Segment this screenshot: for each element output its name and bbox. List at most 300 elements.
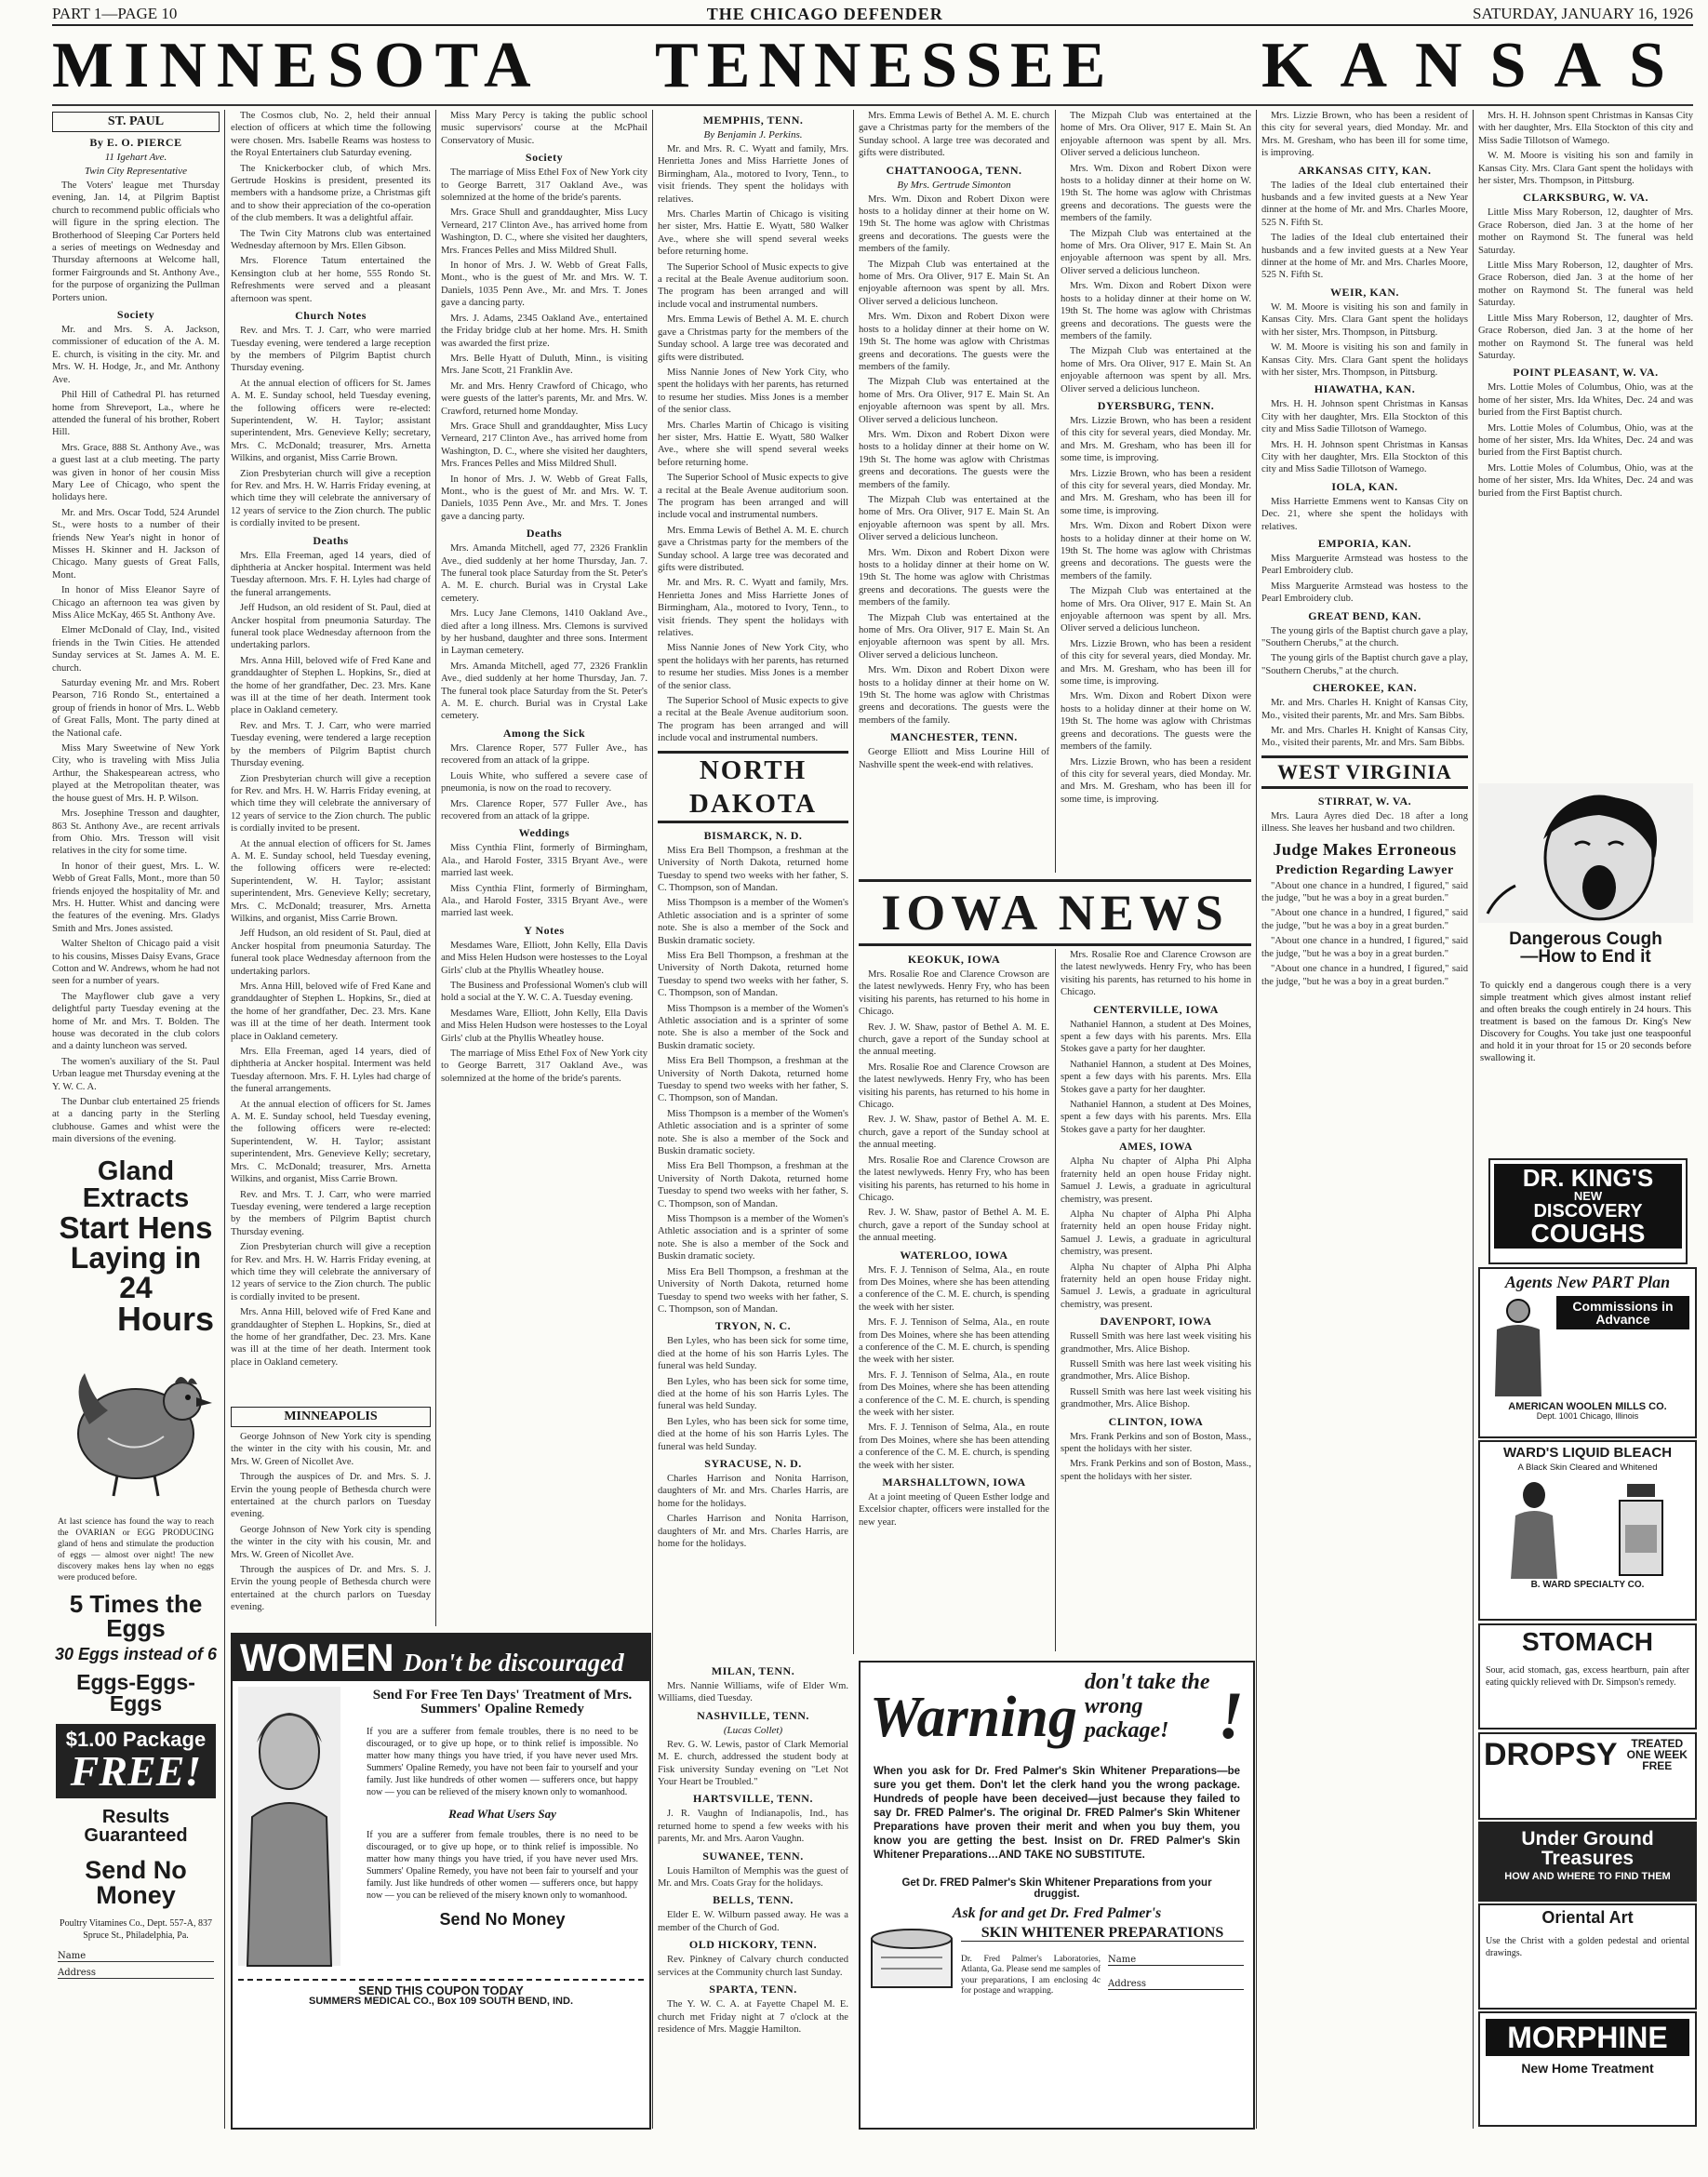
article-paragraph: The Mayflower club gave a very delightful party Tuesday evening at the home of Mr. and Mrs. T. Bolden. The house was decorated in the club colors and a dainty luncheon was served. bbox=[52, 991, 220, 1052]
chattanooga-heading: CHATTANOOGA, TENN. bbox=[886, 163, 1022, 177]
gland-ad-headline-3: Laying in 24 bbox=[70, 1241, 202, 1304]
article-paragraph: Elder E. W. Wilburn passed away. He was a member of the Church of God. bbox=[658, 1910, 848, 1933]
nashville-heading: NASHVILLE, TENN. bbox=[697, 1708, 809, 1722]
article-paragraph: Mrs. Rosalie Roe and Clarence Crowson are the latest newlyweds. Henry Fry, who has been visiting his parents, has returned to his home in Chicago. bbox=[1061, 950, 1251, 998]
article-paragraph: Mrs. Grace Shull and granddaughter, Miss Lucy Verneard, 217 Clinton Ave., has arrived home from Washington, D. C., where she visited her daughters, Mrs. Frances Pelles and Miss Mildred Shull. bbox=[441, 207, 647, 256]
women-ad-coupon[interactable] bbox=[238, 1979, 644, 2007]
article-paragraph: At the annual election of officers for St. James A. M. E. Sunday school, held Tuesday evening, the following officers were re-elected: Superintendent, W. H. Taylor; assistant superintendent, Mrs. Genevieve Kelly; secretary, Mrs. C. McDonald; treasurer, Mrs. Arnetta Wilkins, and organist, Miss Carrie Brown. bbox=[231, 1099, 431, 1185]
treasure-ad-sub: HOW AND WHERE TO FIND THEM bbox=[1504, 1871, 1671, 1882]
women-opaline-remedy-ad bbox=[231, 1633, 651, 2130]
article-paragraph: The Superior School of Music expects to give a recital at the Beale Avenue auditorium soon. The program has been arranged and will include vocal and instrumental numbers. bbox=[658, 261, 848, 310]
syracuse-heading: SYRACUSE, N. D. bbox=[704, 1456, 802, 1470]
article-paragraph: Mrs. Lizzie Brown, who has been a resident of this city for several years, died Monday. Mr. and Mrs. M. Gresham, who has been ill for some time, is improving. bbox=[1061, 468, 1251, 516]
warning-ad-product: SKIN WHITENER PREPARATIONS bbox=[961, 1926, 1244, 1942]
article-paragraph: Mrs. Florence Tatum entertained the Kensington club at her home, 555 Rondo St. Refreshments were served and a pleasant afternoon was spent. bbox=[231, 256, 431, 304]
warning-ad-title-2: don't take the bbox=[1084, 1670, 1210, 1694]
article-paragraph: The young girls of the Baptist church gave a play, "Southern Cherubs," at the church. bbox=[1261, 625, 1468, 648]
article-paragraph: Mrs. Josephine Tresson and daughter, 863 St. Anthony Ave., are recent arrivals from Ohio. Mrs. Tresson will visit relatives in the city for some time. bbox=[52, 808, 220, 857]
article-paragraph: Mrs. F. J. Tennison of Selma, Ala., en route from Des Moines, where she has been attending a conference of the C. M. E. church, is spending the week with her sister. bbox=[859, 1317, 1049, 1366]
column-iowa-left bbox=[859, 949, 1049, 1651]
iola-heading: IOLA, KAN. bbox=[1331, 479, 1398, 493]
article-paragraph: Mrs. Ella Freeman, aged 14 years, died of diphtheria at Ancker hospital. Interment was held Tuesday afternoon. Mrs. F. H. Lyles had charge of the funeral arrangements. bbox=[231, 550, 431, 598]
article-paragraph: The Mizpah Club was entertained at the home of Mrs. Ora Oliver, 917 E. Main St. An enjoyable afternoon was spent by all. Mrs. Oliver served a delicious luncheon. bbox=[1061, 586, 1251, 634]
article-paragraph: Mrs. Lizzie Brown, who has been a resident of this city for several years, died Monday. Mr. and Mrs. M. Gresham, who has been ill for some time, is improving. bbox=[1061, 415, 1251, 464]
article-paragraph: The marriage of Miss Ethel Fox of New York city to George Barrett, 317 Oakland Ave., was solemnized at the home of the bride's parents. bbox=[441, 1048, 647, 1084]
man-in-suit-icon bbox=[1486, 1296, 1551, 1398]
memphis-byline: By Benjamin J. Perkins. bbox=[703, 129, 803, 140]
women-ad-body: If you are a sufferer from female troubles, there is no need to be discouraged, or to give up hope, or to think relief is impossible. No matter how many things you have tried, if you have never used Mrs. Summers' Opaline Remedy, you have not been fair to yourself and your family. Just like hundreds of other women — sufferers once, but happy now — you can be relieved of the misery known only to womanhood. bbox=[367, 1727, 638, 1797]
article-paragraph: Mrs. H. H. Johnson spent Christmas in Kansas City with her daughter, Mrs. Ella Stockton of this city and Miss Sadie Tillotson of Wamego. bbox=[1261, 399, 1468, 435]
gland-ad-send-no-money: Send No Money bbox=[85, 1856, 187, 1909]
article-paragraph: Miss Mary Sweetwine of New York City, who is traveling with Miss Julia Arthur, the Shakespearean actress, who played at the Metropolitan theater, was the house guest of Mrs. H. P. Wilson. bbox=[52, 743, 220, 804]
gland-ad-headline-4: Hours bbox=[116, 1300, 214, 1338]
article-paragraph: Mrs. Anna Hill, beloved wife of Fred Kane and granddaughter of Stephen L. Hopkins, Sr., died at the home of her grandfather, Dec. 23. Mrs. Kane was ill at the time of her death. Interment took place in Oakland cemetery. bbox=[231, 982, 431, 1042]
article-paragraph: Louis White, who suffered a severe case of pneumonia, is now on the road to recovery. bbox=[441, 770, 647, 795]
article-paragraph: Zion Presbyterian church will give a reception for Rev. and Mrs. H. W. Harris Friday evening, at which time they will celebrate the anniversary of 12 years of service to the Zion church. The public is cordially invited to be present. bbox=[231, 1242, 431, 1302]
article-paragraph: Mrs. Belle Hyatt of Duluth, Minn., is visiting Mrs. Jane Scott, 21 Franklin Ave. bbox=[441, 353, 647, 377]
clarksburg-heading: CLARKSBURG, W. VA. bbox=[1523, 191, 1648, 205]
gland-extracts-ad bbox=[52, 1158, 220, 2126]
tryon-heading: TRYON, N. C. bbox=[714, 1319, 792, 1333]
dr-kings-brand-4: COUGHS bbox=[1530, 1219, 1646, 1248]
article-paragraph: The Dunbar club entertained 25 friends at a dancing party in the Sterling clubhouse. Games and whist were the main diversions of the evening. bbox=[52, 1097, 220, 1145]
article-paragraph: The Cosmos club, No. 2, held their annual election of officers at which time the following were chosen. Mrs. Isabelle Reams was hostess to the Royal Entertainers club Saturday evening. bbox=[231, 111, 431, 159]
underground-treasures-ad bbox=[1478, 1822, 1697, 1902]
article-paragraph: Rev. and Mrs. T. J. Carr, who were married Tuesday evening, were tendered a large reception by the members of Pilgrim Baptist church Thursday evening. bbox=[231, 720, 431, 769]
cough-ad-title-2: —How to End it bbox=[1520, 947, 1651, 967]
banner-minnesota: MINNESOTA bbox=[52, 30, 541, 101]
gland-ad-free: FREE! bbox=[70, 1747, 202, 1795]
article-paragraph: Zion Presbyterian church will give a reception for Rev. and Mrs. H. W. Harris Friday evening, at which time they will celebrate the anniversary of 12 years of service to the Zion church. The public is cordially invited to be present. bbox=[231, 468, 431, 529]
column-rule bbox=[652, 110, 653, 2129]
manchester-heading: MANCHESTER, TENN. bbox=[890, 730, 1018, 744]
article-paragraph: Mrs. Lottie Moles of Columbus, Ohio, was at the home of her sister, Mrs. Ida Whites, Dec. 24 and was buried from the First Baptist church. bbox=[1478, 422, 1693, 459]
among-sick-heading: Among the Sick bbox=[502, 726, 586, 740]
article-paragraph: Mesdames Ware, Elliott, John Kelly, Ella Davis and Miss Helen Hudson were hostesses to the Loyal Girls' club at the Phyllis Wheatley house. bbox=[441, 1008, 647, 1044]
article-paragraph: Mrs. Lizzie Brown, who has been a resident of this city for several years, died Monday. Mr. and Mrs. M. Gresham, who has been ill for some time, is improving. bbox=[1061, 638, 1251, 688]
stirrat-heading: STIRRAT, W. VA. bbox=[1317, 794, 1412, 808]
article-paragraph: Mrs. Wm. Dixon and Robert Dixon were hosts to a holiday dinner at their home on W. 19th St. The home was aglow with Christmas greens and decorations. The guests were the members of the family. bbox=[859, 429, 1049, 490]
dr-kings-brand-3: DISCOVERY bbox=[1533, 1201, 1643, 1222]
article-paragraph: Mrs. Wm. Dixon and Robert Dixon were hosts to a holiday dinner at their home on W. 19th St. The home was aglow with Christmas greens and decorations. The guests were the members of the family. bbox=[1061, 163, 1251, 224]
article-paragraph: In honor of Mrs. J. W. Webb of Great Falls, Mont., who is the guest of Mr. and Mrs. W. T. Daniels, 1035 Penn Ave., Mr. and Mrs. T. Jones gave a dancing party. bbox=[441, 474, 647, 522]
article-paragraph: Mrs. Rosalie Roe and Clarence Crowson are the latest newlyweds. Henry Fry, who has been visiting his parents, has returned to his home in Chicago. bbox=[859, 1155, 1049, 1203]
article-paragraph: Alpha Nu chapter of Alpha Phi Alpha fraternity held an open house Friday night. Samuel J. Lewis, a graduate in agricultural chemistry, was present. bbox=[1061, 1156, 1251, 1205]
article-paragraph: Louis Hamilton of Memphis was the guest of Mr. and Mrs. Coats Gray for the holidays. bbox=[658, 1865, 848, 1890]
article-paragraph: W. M. Moore is visiting his son and family in Kansas City. Mrs. Clara Gant spent the holidays with her sister, Mrs. Thompson, in Pittsburg. bbox=[1261, 301, 1468, 338]
centerville-heading: CENTERVILLE, IOWA bbox=[1093, 1002, 1219, 1016]
article-paragraph: Mrs. Wm. Dixon and Robert Dixon were hosts to a holiday dinner at their home on W. 19th St. The home was aglow with Christmas greens and decorations. The guests were the members of the family. bbox=[859, 194, 1049, 255]
article-paragraph: Rev. and Mrs. T. J. Carr, who were married Tuesday evening, were tendered a large reception by the members of Pilgrim Baptist church Thursday evening. bbox=[231, 1189, 431, 1237]
page-part: PART 1—PAGE 10 bbox=[52, 5, 178, 22]
article-paragraph: Mrs. Anna Hill, beloved wife of Fred Kane and granddaughter of Stephen L. Hopkins, Sr., died at the home of her grandfather, Dec. 23. Mrs. Kane was ill at the time of her death. Interment took place in Oakland cemetery. bbox=[231, 655, 431, 716]
morphine-ad-title: MORPHINE bbox=[1507, 2021, 1668, 2054]
article-paragraph: Mrs. Clarence Roper, 577 Fuller Ave., has recovered from an attack of la grippe. bbox=[441, 742, 647, 767]
column-rule bbox=[1256, 110, 1257, 2129]
women-ad-headline-2: Don't be discouraged bbox=[403, 1649, 624, 1676]
article-paragraph: Mrs. Grace, 888 St. Anthony Ave., was a guest last at a club meeting. The party was given in honor of her cousin Miss Mary Lee of Chicago, who spent the holidays here. bbox=[52, 442, 220, 503]
article-paragraph: Mrs. F. J. Tennison of Selma, Ala., en route from Des Moines, where she has been attending a conference of the C. M. E. church, is spending the week with her sister. bbox=[859, 1369, 1049, 1418]
st-paul-subtitle: Twin City Representative bbox=[85, 166, 187, 177]
article-paragraph: Walter Shelton of Chicago paid a visit to his cousins, Misses Daisy Evans, Grace Cotton and W. Andrews, whom he had not seen for a number of years. bbox=[52, 939, 220, 987]
article-paragraph: Mrs. Lizzie Brown, who has been a resident of this city for several years, died Monday. Mr. and Mrs. M. Gresham, who has been ill for some time, is improving. bbox=[1261, 111, 1468, 159]
article-paragraph: The Superior School of Music expects to give a recital at the Beale Avenue auditorium soon. The program has been arranged and will include vocal and instrumental numbers. bbox=[658, 473, 848, 521]
article-paragraph: Mr. and Mrs. Charles H. Knight of Kansas City, Mo., visited their parents, Mr. and Mrs. Sam Bibbs. bbox=[1261, 726, 1468, 749]
article-paragraph: At the annual election of officers for St. James A. M. E. Sunday school, held Tuesday evening, the following officers were re-elected: Superintendent, W. H. Taylor; assistant superintendent, Mrs. Genevieve Kelly; secretary, Mrs. C. McDonald; treasurer, Mrs. Arnetta Wilkins, and organist, Miss Carrie Brown. bbox=[231, 378, 431, 464]
article-paragraph: Charles Harrison and Nonita Harrison, daughters of Mr. and Mrs. Charles Harris, are home for the holidays. bbox=[658, 1473, 848, 1509]
women-ad-portrait-column bbox=[233, 1681, 355, 1975]
article-paragraph: Mrs. Ella Freeman, aged 14 years, died of diphtheria at Ancker hospital. Interment was held Tuesday afternoon. Mrs. F. H. Lyles had charge of the funeral arrangements. bbox=[231, 1047, 431, 1095]
keokuk-heading: KEOKUK, IOWA bbox=[907, 953, 1001, 966]
article-paragraph: Mrs. F. J. Tennison of Selma, Ala., en route from Des Moines, where she has been attending a conference of the C. M. E. church, is spending the week with her sister. bbox=[859, 1264, 1049, 1313]
women-ad-read-users: Read What Users Say bbox=[448, 1807, 556, 1821]
exclamation-icon: ! bbox=[1217, 1678, 1244, 1753]
article-paragraph: Mrs. Wm. Dixon and Robert Dixon were hosts to a holiday dinner at their home on W. 19th St. The home was aglow with Christmas greens and decorations. The guests were the members of the family. bbox=[1061, 521, 1251, 581]
article-paragraph: Ben Lyles, who has been sick for some time, died at the home of his son Harris Lyles. The funeral was held Sunday. bbox=[658, 1336, 848, 1372]
society-heading: Society bbox=[525, 151, 564, 165]
bleach-ad-tag: A Black Skin Cleared and Whitened bbox=[1517, 1462, 1658, 1473]
bleach-bottle-icon bbox=[1608, 1478, 1674, 1581]
article-paragraph: Mrs. Clarence Roper, 577 Fuller Ave., has recovered from an attack of la grippe. bbox=[441, 798, 647, 821]
article-paragraph: The ladies of the Ideal club entertained their husbands and a few invited guests at a New Year dinner at the home of Mr. and Mrs. Charles Moore, 525 N. Fifth St. bbox=[1261, 180, 1468, 228]
column-rule bbox=[1055, 110, 1056, 873]
west-virginia-banner: WEST VIRGINIA bbox=[1261, 755, 1468, 789]
article-paragraph: At the annual election of officers for St. James A. M. E. Sunday school, held Tuesday evening, the following officers were re-elected: Superintendent, W. H. Taylor; assistant superintendent, Mrs. Genevieve Kelly; secretary, Mrs. C. McDonald; treasurer, Mrs. Arnetta Wilkins, and organist, Miss Carrie Brown. bbox=[231, 838, 431, 924]
article-paragraph: Through the auspices of Dr. and Mrs. S. J. Ervin the young people of Bethesda church were entertained at the church parlors on Tuesday evening. bbox=[231, 1472, 431, 1520]
gland-ad-times: 5 Times the Eggs bbox=[69, 1590, 203, 1642]
article-paragraph: George Johnson of New York city is spending the winter in the city with his cousin, Mr. and Mrs. W. Green of Nicollet Ave. bbox=[231, 1524, 431, 1560]
dyersburg-heading: DYERSBURG, TENN. bbox=[1097, 398, 1215, 412]
article-paragraph: Mrs. Laura Ayres died Dec. 18 after a long illness. She leaves her husband and two children. bbox=[1261, 810, 1468, 835]
column-st-paul bbox=[52, 110, 220, 1152]
bleach-ad-title: WARD'S LIQUID BLEACH bbox=[1502, 1445, 1673, 1461]
st-paul-address: 11 Igehart Ave. bbox=[104, 152, 167, 163]
article-paragraph: Little Miss Mary Roberson, 12, daughter of Mrs. Grace Roberson, died Jan. 3 at the home of her mother on Raymond St. The funeral was held Saturday. bbox=[1478, 313, 1693, 361]
bleach-ad-company: B. WARD SPECIALTY CO. bbox=[1530, 1579, 1645, 1590]
judge-headline: Judge Makes Erroneous bbox=[1273, 839, 1457, 859]
article-paragraph: Ben Lyles, who has been sick for some time, died at the home of his son Harris Lyles. The funeral was held Sunday. bbox=[658, 1376, 848, 1412]
article-paragraph: Miss Era Bell Thompson, a freshman at the University of North Dakota, returned home Tuesday to spend two weeks with her father, S. C. Thompson, son of Mandan. bbox=[658, 950, 848, 999]
warning-ad-address-field[interactable]: Address bbox=[1108, 1979, 1244, 1990]
column-west-virginia bbox=[1478, 110, 1693, 780]
minneapolis-heading: MINNEAPOLIS bbox=[231, 1407, 431, 1427]
article-paragraph: In honor of their guest, Mrs. L. W. Webb of Great Falls, Mont., more than 50 friends enjoyed the hospitality of Mr. and Mrs. H. Hutter. Whist and dancing were the features of the evening. Mrs. Gladys Smith and Mrs. Jones assisted. bbox=[52, 861, 220, 934]
women-ad-send-no-money: Send No Money bbox=[439, 1910, 566, 1929]
waterloo-heading: WATERLOO, IOWA bbox=[900, 1248, 1008, 1262]
article-paragraph: Mrs. Grace Shull and granddaughter, Miss Lucy Verneard, 217 Clinton Ave., has arrived home from Washington, D. C., where she visited her daughters, Mrs. Frances Pelles and Miss Mildred Shull. bbox=[441, 421, 647, 470]
article-paragraph: Mr. and Mrs. S. A. Jackson, commissioner of education of the A. M. E. church, is visiting in the city. Mr. and Mrs. W. H. Hodge, Jr., and Mr. Anthony Ave. bbox=[52, 325, 220, 385]
article-paragraph: The Mizpah Club was entertained at the home of Mrs. Ora Oliver, 917 E. Main St. An enjoyable afternoon was spent by all. Mrs. Oliver served a delicious luncheon. bbox=[859, 612, 1049, 661]
column-minneapolis bbox=[231, 1405, 431, 1628]
article-paragraph: Rev. G. W. Lewis, pastor of Clark Memorial M. E. church, addressed the student body at Fisk university Sunday evening on "Let Not Your Heart be Troubled." bbox=[658, 1739, 848, 1788]
article-paragraph: Miss Thompson is a member of the Women's Athletic association and is a sprinter of some note. She is also a member of the Sock and Buskin dramatic society. bbox=[658, 1214, 848, 1262]
sparta-heading: SPARTA, TENN. bbox=[709, 1983, 797, 1997]
banner-rule bbox=[52, 104, 1693, 106]
article-paragraph: Mr. and Mrs. Henry Crawford of Chicago, who were guests of the latter's parents, Mr. and Mrs. W. Crawford, returned home Monday. bbox=[441, 381, 647, 417]
article-paragraph: Alpha Nu chapter of Alpha Phi Alpha fraternity held an open house Friday night. Samuel J. Lewis, a graduate in agricultural chemistry, was present. bbox=[1061, 1262, 1251, 1310]
article-paragraph: Miss Thompson is a member of the Women's Athletic association and is a sprinter of some note. She is also a member of the Sock and Buskin dramatic society. bbox=[658, 1108, 848, 1157]
gland-ad-package: $1.00 Package bbox=[65, 1728, 207, 1751]
coughing-woman-illustration-icon bbox=[1478, 783, 1693, 923]
article-paragraph: Nathaniel Hannon, a student at Des Moines, spent a few days with his parents. Mrs. Ella Stokes gave a party for her daughter. bbox=[1061, 1100, 1251, 1135]
article-paragraph: The Voters' league met Thursday evening, Jan. 14, at Pilgrim Baptist church to recommend public officials who will figure in the spring election. The Brotherhood of Sleeping Car Porters held a series of meetings on Wednesday and Thursday afternoons at Welcome hall, former Fairgrounds and St. Anthony Ave., for the purpose of organizing the Pullman Porters union. bbox=[52, 180, 220, 303]
milan-heading: MILAN, TENN. bbox=[711, 1664, 795, 1677]
article-paragraph: Mrs. Lucy Jane Clemons, 1410 Oakland Ave., died after a long illness. Mrs. Clemons is survived by her husband, daughter and three sons. Interment in Layman cemetery. bbox=[441, 608, 647, 657]
old-hickory-heading: OLD HICKORY, TENN. bbox=[688, 1938, 818, 1952]
ames-heading: AMES, IOWA bbox=[1118, 1140, 1193, 1154]
agents-ad-commission-text: Commissions in Advance bbox=[1572, 1299, 1674, 1327]
gland-ad-body: At last science has found the way to reach the OVARIAN or EGG PRODUCING gland of hens and stimulate the production of eggs — almost over night! The new discovery makes hens lay when no eggs were produced before. bbox=[58, 1516, 214, 1583]
agents-ad-title: Agents New PART Plan bbox=[1504, 1273, 1671, 1291]
article-paragraph: The Mizpah Club was entertained at the home of Mrs. Ora Oliver, 917 E. Main St. An enjoyable afternoon was spent by all. Mrs. Oliver served a delicious luncheon. bbox=[1061, 111, 1251, 159]
column-rule bbox=[1473, 110, 1474, 2129]
suwanee-heading: SUWANEE, TENN. bbox=[702, 1849, 804, 1863]
article-paragraph: Mr. and Mrs. Oscar Todd, 524 Arundel St., were hosts to a number of their friends New Year's night in honor of Misses H. Skinner and H. Jackson of Chicago. Many guests of Great Falls, Mont. bbox=[52, 507, 220, 581]
deaths-heading: Deaths bbox=[526, 527, 563, 541]
article-paragraph: Through the auspices of Dr. and Mrs. S. J. Ervin the young people of Bethesda church were entertained at the church parlors on Tuesday evening. bbox=[231, 1565, 431, 1613]
oriental-ad-body: Use the Christ with a golden pedestal and oriental drawings. bbox=[1486, 1936, 1689, 1958]
article-paragraph: Nathaniel Hannon, a student at Des Moines, spent a few days with his parents. Mrs. Ella Stokes gave a party for her daughter. bbox=[1061, 1019, 1251, 1055]
article-paragraph: The Mizpah Club was entertained at the home of Mrs. Ora Oliver, 917 E. Main St. An enjoyable afternoon was spent by all. Mrs. Oliver served a delicious luncheon. bbox=[859, 377, 1049, 425]
deaths-heading: Deaths bbox=[313, 533, 349, 547]
publication-name: THE CHICAGO DEFENDER bbox=[706, 4, 943, 23]
article-paragraph: Mrs. Wm. Dixon and Robert Dixon were hosts to a holiday dinner at their home on W. 19th St. The home was aglow with Christmas greens and decorations. The guests were the members of the family. bbox=[859, 547, 1049, 608]
article-paragraph: Rev. J. W. Shaw, pastor of Bethel A. M. E. church, gave a report of the Sunday school at the annual meeting. bbox=[859, 1115, 1049, 1151]
article-paragraph: The marriage of Miss Ethel Fox of New York city to George Barrett, 317 Oakland Ave., was solemnized at the home of the bride's parents. bbox=[441, 167, 647, 204]
women-ad-offer: Send For Free Ten Days' Treatment of Mrs. Summers' Opaline Remedy bbox=[372, 1688, 633, 1716]
article-paragraph: Miss Harriette Emmens went to Kansas City on Dec. 21, where she spent the holidays with relatives. bbox=[1261, 496, 1468, 532]
cough-ad-title: Dangerous Cough bbox=[1509, 929, 1662, 949]
iowa-news-banner: IOWA NEWS bbox=[859, 879, 1251, 946]
agents-woolen-mills-ad bbox=[1478, 1267, 1697, 1438]
article-paragraph: The Mizpah Club was entertained at the home of Mrs. Ora Oliver, 917 E. Main St. An enjoyable afternoon was spent by all. Mrs. Oliver served a delicious luncheon. bbox=[859, 259, 1049, 307]
women-ad-body-2: If you are a sufferer from female troubles, there is no need to be discouraged, or to give up hope, or to think relief is impossible. No matter how many things you have tried, if you have never used Mrs. Summers' Opaline Remedy, you have not been fair to yourself and your family. Just like hundreds of other women — sufferers once, but happy now — you can be relieved of the misery known only to womanhood. bbox=[367, 1830, 638, 1901]
article-paragraph: Saturday evening Mr. and Mrs. Robert Pearson, 716 Rondo St., entertained a group of friends in honor of Mrs. L. Webb of Great Falls, Mont. The party dined at the National cafe. bbox=[52, 678, 220, 739]
gland-ad-company: Poultry Vitamines Co., Dept. 557-A, 837 Spruce St., Philadelphia, Pa. bbox=[60, 1918, 212, 1941]
hartsville-heading: HARTSVILLE, TENN. bbox=[693, 1792, 813, 1806]
article-paragraph: The women's auxiliary of the St. Paul Urban league met Thursday evening at the Y. W. C. A. bbox=[52, 1056, 220, 1092]
agents-ad-commission bbox=[1556, 1296, 1689, 1329]
article-paragraph: Mrs. Wm. Dixon and Robert Dixon were hosts to a holiday dinner at their home on W. 19th St. The home was aglow with Christmas greens and decorations. The guests were the members of the family. bbox=[1061, 281, 1251, 341]
agents-ad-company: AMERICAN WOOLEN MILLS CO. bbox=[1508, 1401, 1667, 1412]
article-paragraph: Jeff Hudson, an old resident of St. Paul, died at Ancker hospital from pneumonia Saturday. The funeral took place Wednesday afternoon from the undertaking parlors. bbox=[231, 928, 431, 977]
dr-kings-logo bbox=[1494, 1164, 1682, 1249]
article-paragraph: Rev. and Mrs. T. J. Carr, who were married Tuesday evening, were tendered a large reception by the members of Pilgrim Baptist church Thursday evening. bbox=[231, 326, 431, 374]
article-paragraph: "About one chance in a hundred, I figured," said the judge, "but he was a boy in a great burden." bbox=[1261, 880, 1468, 904]
article-paragraph: Elmer McDonald of Clay, Ind., visited friends in the Twin Cities. He attended Sunday services at St. James A. M. E. church. bbox=[52, 625, 220, 674]
article-paragraph: Alpha Nu chapter of Alpha Phi Alpha fraternity held an open house Friday night. Samuel J. Lewis, a graduate in agricultural chemistry, was present. bbox=[1061, 1209, 1251, 1258]
agents-ad-city: Dept. 1001 Chicago, Illinois bbox=[1536, 1411, 1639, 1421]
wards-liquid-bleach-ad bbox=[1478, 1440, 1697, 1621]
article-paragraph: Miss Mary Percy is taking the public school music supervisors' course at the McPhail Conservatory of Music. bbox=[441, 111, 647, 146]
marshalltown-heading: MARSHALLTOWN, IOWA bbox=[882, 1476, 1026, 1489]
article-paragraph: Mrs. Lottie Moles of Columbus, Ohio, was at the home of her sister, Mrs. Ida Whites, Dec. 24 and was buried from the First Baptist church. bbox=[1478, 382, 1693, 419]
column-rule bbox=[435, 110, 436, 1626]
article-paragraph: The Mizpah Club was entertained at the home of Mrs. Ora Oliver, 917 E. Main St. An enjoyable afternoon was spent by all. Mrs. Oliver served a delicious luncheon. bbox=[1061, 228, 1251, 276]
article-paragraph: Mrs. Amanda Mitchell, aged 77, 2326 Franklin Ave., died suddenly at her home Thursday, Jan. 7. The funeral took place Saturday from the St. Peter's A. M. E. church. Burial was in Crystal Lake cemetery. bbox=[441, 543, 647, 604]
article-paragraph: W. M. Moore is visiting his son and family in Kansas City. Mrs. Clara Gant spent the holidays with her sister, Mrs. Thompson, in Pittsburg. bbox=[1261, 342, 1468, 378]
stomach-ad-title: STOMACH bbox=[1521, 1627, 1654, 1656]
banner-tennessee: TENNESSEE bbox=[655, 30, 1114, 101]
stomach-ad-body: Sour, acid stomach, gas, excess heartburn, pain after eating quickly relieved with Dr. Simpson's remedy. bbox=[1486, 1665, 1689, 1688]
column-rule bbox=[853, 110, 854, 1654]
weddings-heading: Weddings bbox=[518, 826, 570, 840]
article-paragraph: Mrs. Anna Hill, beloved wife of Fred Kane and granddaughter of Stephen L. Hopkins, Sr., died at the home of her grandfather, Dec. 23. Mrs. Kane was ill at the time of her death. Interment took place in Oakland cemetery. bbox=[231, 1307, 431, 1368]
article-paragraph: Mrs. Emma Lewis of Bethel A. M. E. church gave a Christmas party for the members of the Sunday school. A large tree was decorated and gifts were distributed. bbox=[859, 111, 1049, 159]
article-paragraph: Mrs. Emma Lewis of Bethel A. M. E. church gave a Christmas party for the members of the Sunday school. A large tree was decorated and gifts were distributed. bbox=[658, 314, 848, 363]
article-paragraph: Mrs. H. H. Johnson spent Christmas in Kansas City with her daughter, Mrs. Ella Stockton of this city and Miss Sadie Tillotson of Wamego. bbox=[1478, 111, 1693, 146]
article-paragraph: At a joint meeting of Queen Esther lodge and Excelsior chapter, officers were installed for the new year. bbox=[859, 1492, 1049, 1528]
article-paragraph: In honor of Miss Eleanor Sayre of Chicago an afternoon tea was given by Miss Alice McKay, 465 St. Anthony Ave. bbox=[52, 585, 220, 621]
dropsy-ad bbox=[1478, 1732, 1697, 1820]
chattanooga-byline: By Mrs. Gertrude Simonton bbox=[897, 179, 1011, 191]
article-paragraph: Miss Era Bell Thompson, a freshman at the University of North Dakota, returned home Tuesday to spend two weeks with her father, S. C. Thompson, son of Mandan. bbox=[658, 845, 848, 893]
warning-ad-lab: Dr. Fred Palmer's Laboratories, Atlanta, Ga. Please send me samples of your preparations, I am enclosing 4c for postage and wrapping. bbox=[961, 1954, 1101, 1996]
column-kansas bbox=[1261, 110, 1468, 1933]
article-paragraph: Russell Smith was here last week visiting his grandmother, Mrs. Alice Bishop. bbox=[1061, 1358, 1251, 1382]
hen-illustration-icon bbox=[52, 1336, 220, 1503]
warning-ad-body: When you ask for Dr. Fred Palmer's Skin Whitener Preparations—be sure you get them. Don't let the clerk hand you the wrong package. Hundreds of people have been deceived—just because they failed to say Dr. FRED Palmer's. The original Dr. FRED Palmer's Skin Whitener Preparations have proven their merit and when you buy them, you know you are getting the best. Insist on Dr. FRED Palmer's Skin Whitener Preparations…AND TAKE NO SUBSTITUTE. bbox=[874, 1765, 1240, 1861]
article-paragraph: In honor of Mrs. J. W. Webb of Great Falls, Mont., who is the guest of Mr. and Mrs. W. T. Daniels, 1035 Penn Ave., Mr. and Mrs. T. Jones gave a dancing party. bbox=[441, 260, 647, 309]
gland-ad-name-field[interactable]: Name bbox=[58, 1951, 214, 1962]
bismarck-heading: BISMARCK, N. D. bbox=[703, 828, 803, 842]
article-paragraph: Rev. Pinkney of Calvary church conducted services at the Community church last Sunday. bbox=[658, 1955, 848, 1978]
article-paragraph: The Mizpah Club was entertained at the home of Mrs. Ora Oliver, 917 E. Main St. An enjoyable afternoon was spent by all. Mrs. Oliver served a delicious luncheon. bbox=[1061, 346, 1251, 394]
judge-headline-2: Prediction Regarding Lawyer bbox=[1275, 862, 1454, 877]
article-paragraph: Rev. J. W. Shaw, pastor of Bethel A. M. E. church, gave a report of the Sunday school at the annual meeting. bbox=[859, 1022, 1049, 1058]
dropsy-ad-sub: TREATED ONE WEEK FREE bbox=[1626, 1737, 1688, 1772]
gland-ad-30-eggs: 30 Eggs instead of 6 bbox=[54, 1645, 218, 1663]
column-church-notes bbox=[231, 110, 431, 1398]
article-paragraph: Charles Harrison and Nonita Harrison, daughters of Mr. and Mrs. Charles Harris, are home for the holidays. bbox=[658, 1514, 848, 1549]
article-paragraph: Nathaniel Hannon, a student at Des Moines, spent a few days with his parents. Mrs. Ella Stokes gave a party for her daughter. bbox=[1061, 1059, 1251, 1095]
gland-ad-headline-1: Gland Extracts bbox=[82, 1156, 190, 1213]
column-tennessee-lower bbox=[658, 1661, 848, 2126]
y-notes-heading: Y Notes bbox=[524, 923, 565, 937]
warning-ad-name-field[interactable]: Name bbox=[1108, 1955, 1244, 1966]
morphine-ad-sub: New Home Treatment bbox=[1521, 2061, 1654, 2076]
article-paragraph: Mesdames Ware, Elliott, John Kelly, Ella Davis and Miss Helen Hudson were hostesses to the Loyal Girls' club at the Phyllis Wheatley house. bbox=[441, 940, 647, 976]
article-paragraph: George Elliott and Miss Lourine Hill of Nashville spent the week-end with relatives. bbox=[859, 747, 1049, 770]
women-ad-banner bbox=[233, 1635, 649, 1681]
article-paragraph: Mrs. Charles Martin of Chicago is visiting her sister, Mrs. Hattie E. Wyatt, 580 Walker Ave., where she will spend several weeks before returning home. bbox=[658, 420, 848, 468]
article-paragraph: Miss Era Bell Thompson, a freshman at the University of North Dakota, returned home Tuesday to spend two weeks with her father, S. C. Thompson, son of Mandan. bbox=[658, 1161, 848, 1209]
warning-ad-ask: Ask for and get Dr. Fred Palmer's bbox=[952, 1905, 1162, 1921]
article-paragraph: Ben Lyles, who has been sick for some time, died at the home of his son Harris Lyles. The funeral was held Sunday. bbox=[658, 1416, 848, 1452]
article-paragraph: Miss Thompson is a member of the Women's Athletic association and is a sprinter of some note. She is also a member of the Sock and Buskin dramatic society. bbox=[658, 1003, 848, 1051]
cherokee-heading: CHEROKEE, KAN. bbox=[1312, 681, 1417, 695]
st-paul-heading: ST. PAUL bbox=[52, 112, 220, 132]
article-paragraph: Mrs. Lottie Moles of Columbus, Ohio, was at the home of her sister, Mrs. Ida Whites, Dec. 24 and was buried from the First Baptist church. bbox=[1478, 462, 1693, 499]
church-notes-heading: Church Notes bbox=[295, 309, 367, 323]
article-paragraph: Mrs. Emma Lewis of Bethel A. M. E. church gave a Christmas party for the members of the Sunday school. A large tree was decorated and gifts were distributed. bbox=[658, 525, 848, 573]
article-paragraph: Rev. J. W. Shaw, pastor of Bethel A. M. E. church, gave a report of the Sunday school at the annual meeting. bbox=[859, 1208, 1049, 1244]
article-paragraph: Miss Era Bell Thompson, a freshman at the University of North Dakota, returned home Tuesday to spend two weeks with her father, S. C. Thompson, son of Mandan. bbox=[658, 1266, 848, 1315]
article-paragraph: Miss Nannie Jones of New York City, who spent the holidays with her parents, has returned to resume her studies. Miss Jones is a member of the senior class. bbox=[658, 643, 848, 691]
gland-ad-address-field[interactable]: Address bbox=[58, 1968, 214, 1979]
article-paragraph: Mrs. J. Adams, 2345 Oakland Ave., entertained the Friday bridge club at her home. Mrs. H. Smith was awarded the first prize. bbox=[441, 313, 647, 349]
column-rule bbox=[1055, 949, 1056, 1651]
article-paragraph: Little Miss Mary Roberson, 12, daughter of Mrs. Grace Roberson, died Jan. 3 at the home of her mother on Raymond St. The funeral was held Saturday. bbox=[1478, 260, 1693, 309]
article-paragraph: The young girls of the Baptist church gave a play, "Southern Cherubs," at the church. bbox=[1261, 653, 1468, 676]
article-paragraph: W. M. Moore is visiting his son and family in Kansas City. Mrs. Clara Gant spent the holidays with her sister, Mrs. Thompson, in Pittsburg. bbox=[1478, 151, 1693, 187]
article-paragraph: Mrs. Frank Perkins and son of Boston, Mass., spent the holidays with her sister. bbox=[1061, 1431, 1251, 1454]
bells-heading: BELLS, TENN. bbox=[713, 1893, 794, 1907]
article-paragraph: Mrs. Wm. Dixon and Robert Dixon were hosts to a holiday dinner at their home on W. 19th St. The home was aglow with Christmas greens and decorations. The guests were the members of the family. bbox=[859, 665, 1049, 726]
dr-kings-brand-1: DR. KING'S bbox=[1522, 1164, 1654, 1192]
article-paragraph: The ladies of the Ideal club entertained their husbands and a few invited guests at a New Year dinner at the home of Mr. and Mrs. Charles Moore, 525 N. Fifth St. bbox=[1261, 233, 1468, 281]
article-paragraph: Mrs. Nannie Williams, wife of Elder Wm. Williams, died Tuesday. bbox=[658, 1681, 848, 1704]
women-ad-coupon-title: SEND THIS COUPON TODAY bbox=[358, 1983, 524, 1997]
article-paragraph: The Business and Professional Women's club will hold a social at the Y. W. C. A. Tuesday evening. bbox=[441, 980, 647, 1004]
cough-ad-body: To quickly end a dangerous cough there is a very simple treatment which gives almost instant relief and often breaks the cough entirely in 24 hours. This treatment is based on the famous Dr. King's New Discovery for Coughs. You take just one teaspoonful and hold it in your throat for 15 or 20 seconds before swallowing it. bbox=[1480, 980, 1691, 1063]
article-paragraph: Miss Marguerite Armstead was hostess to the Pearl Embroidery club. bbox=[1261, 553, 1468, 577]
column-rule bbox=[224, 110, 225, 2129]
column-dyersburg bbox=[1061, 110, 1251, 873]
dangerous-cough-ad bbox=[1478, 783, 1693, 1151]
stomach-ad bbox=[1478, 1623, 1697, 1730]
article-paragraph: Mrs. Charles Martin of Chicago is visiting her sister, Mrs. Hattie E. Wyatt, 580 Walker Ave., where she will spend several weeks before returning home. bbox=[658, 209, 848, 258]
gland-ad-eggs-eggs: Eggs-Eggs-Eggs bbox=[76, 1670, 195, 1716]
memphis-heading: MEMPHIS, TENN. bbox=[702, 114, 804, 127]
article-paragraph: Russell Smith was here last week visiting his grandmother, Mrs. Alice Bishop. bbox=[1061, 1331, 1251, 1355]
oriental-ad-title: Oriental Art bbox=[1541, 1908, 1634, 1927]
gland-ad-free-package bbox=[56, 1724, 216, 1798]
article-paragraph: Miss Nannie Jones of New York City, who spent the holidays with her parents, has returned to resume her studies. Miss Jones is a member of the senior class. bbox=[658, 367, 848, 416]
woman-figure-icon bbox=[1501, 1478, 1567, 1581]
column-memphis bbox=[658, 110, 848, 1654]
article-paragraph: Zion Presbyterian church will give a reception for Rev. and Mrs. H. W. Harris Friday evening, at which time they will celebrate the anniversary of 12 years of service to the Zion church. The public is cordially invited to be present. bbox=[231, 773, 431, 835]
nashville-byline: (Lucas Collet) bbox=[723, 1724, 783, 1736]
article-paragraph: Mrs. Frank Perkins and son of Boston, Mass., spent the holidays with her sister. bbox=[1061, 1459, 1251, 1482]
article-paragraph: Mrs. Lizzie Brown, who has been a resident of this city for several years, died Monday. Mr. and Mrs. M. Gresham, who has been ill for some time, is improving. bbox=[1061, 756, 1251, 805]
article-paragraph: Miss Era Bell Thompson, a freshman at the University of North Dakota, returned home Tuesday to spend two weeks with her father, S. C. Thompson, son of Mandan. bbox=[658, 1056, 848, 1104]
article-paragraph: The Superior School of Music expects to give a recital at the Beale Avenue auditorium soon. The program has been arranged and will include vocal and instrumental numbers. bbox=[658, 696, 848, 744]
women-ad-company: SUMMERS MEDICAL CO., Box 109 SOUTH BEND, IND. bbox=[309, 1996, 573, 2007]
article-paragraph: The Twin City Matrons club was entertained Wednesday afternoon by Mrs. Ellen Gibson. bbox=[231, 228, 431, 252]
st-paul-byline: By E. O. PIERCE bbox=[89, 136, 182, 149]
hiawatha-heading: HIAWATHA, KAN. bbox=[1314, 382, 1416, 396]
great-bend-heading: GREAT BEND, KAN. bbox=[1308, 608, 1421, 622]
emporia-heading: EMPORIA, KAN. bbox=[1317, 536, 1412, 550]
article-paragraph: The Y. W. C. A. at Fayette Chapel M. E. church met Friday night at 7 o'clock at the residence of Mrs. Maggie Hamilton. bbox=[658, 1999, 848, 2035]
dr-kings-discovery-ad bbox=[1488, 1158, 1688, 1264]
warning-ad-get: Get Dr. FRED Palmer's Skin Whitener Preparations from your druggist. bbox=[901, 1877, 1212, 1900]
clinton-heading: CLINTON, IOWA bbox=[1108, 1414, 1204, 1428]
article-paragraph: Mrs. F. J. Tennison of Selma, Ala., en route from Des Moines, where she has been attending a conference of the C. M. E. church, is spending the week with her sister. bbox=[859, 1422, 1049, 1471]
article-paragraph: J. R. Vaughn of Indianapolis, Ind., has returned home to spend a few weeks with his parents, Mr. and Mrs. Aaron Vaughn. bbox=[658, 1809, 848, 1845]
women-ad-headline: WOMEN bbox=[240, 1636, 394, 1679]
subheading: Society bbox=[116, 308, 155, 322]
article-paragraph: Miss Cynthia Flint, formerly of Birmingham, Ala., and Harold Foster, 3315 Bryant Ave., were married last week. bbox=[441, 843, 647, 879]
weir-heading: WEIR, KAN. bbox=[1329, 285, 1399, 299]
article-paragraph: Mr. and Mrs. Charles H. Knight of Kansas City, Mo., visited their parents, Mr. and Mrs. Sam Bibbs. bbox=[1261, 698, 1468, 721]
article-paragraph: Mrs. Amanda Mitchell, aged 77, 2326 Franklin Ave., died suddenly at her home Thursday, Jan. 7. The funeral took place Saturday from the St. Peter's A. M. E. church. Burial was in Crystal Lake cemetery. bbox=[441, 661, 647, 722]
article-paragraph: Miss Marguerite Armstead was hostess to the Pearl Embroidery club. bbox=[1261, 581, 1468, 605]
north-dakota-banner: NORTH DAKOTA bbox=[658, 751, 848, 823]
column-society bbox=[441, 110, 647, 1626]
arkansas-city-heading: ARKANSAS CITY, KAN. bbox=[1298, 163, 1432, 177]
article-paragraph: Mrs. Rosalie Roe and Clarence Crowson are the latest newlyweds. Henry Fry, who has been visiting his parents, has returned to his home in Chicago. bbox=[859, 969, 1049, 1018]
article-paragraph: Mr. and Mrs. R. C. Wyatt and family, Mrs. Henrietta Jones and Miss Harriette Jones of Birmingham, Ala., motored to Ivory, Tenn., to visit friends. They spent the holidays with relatives. bbox=[658, 144, 848, 205]
page-date: SATURDAY, JANUARY 16, 1926 bbox=[1473, 5, 1693, 22]
treasure-ad-title: Under Ground Treasures bbox=[1521, 1828, 1654, 1869]
product-box-icon bbox=[870, 1926, 954, 1991]
article-paragraph: Miss Thompson is a member of the Women's Athletic association and is a sprinter of some note. She is also a member of the Sock and Buskin dramatic society. bbox=[658, 898, 848, 946]
column-iowa-right bbox=[1061, 949, 1251, 1651]
davenport-heading: DAVENPORT, IOWA bbox=[1100, 1315, 1212, 1329]
warning-ad-title-3: wrong package! bbox=[1084, 1694, 1169, 1743]
